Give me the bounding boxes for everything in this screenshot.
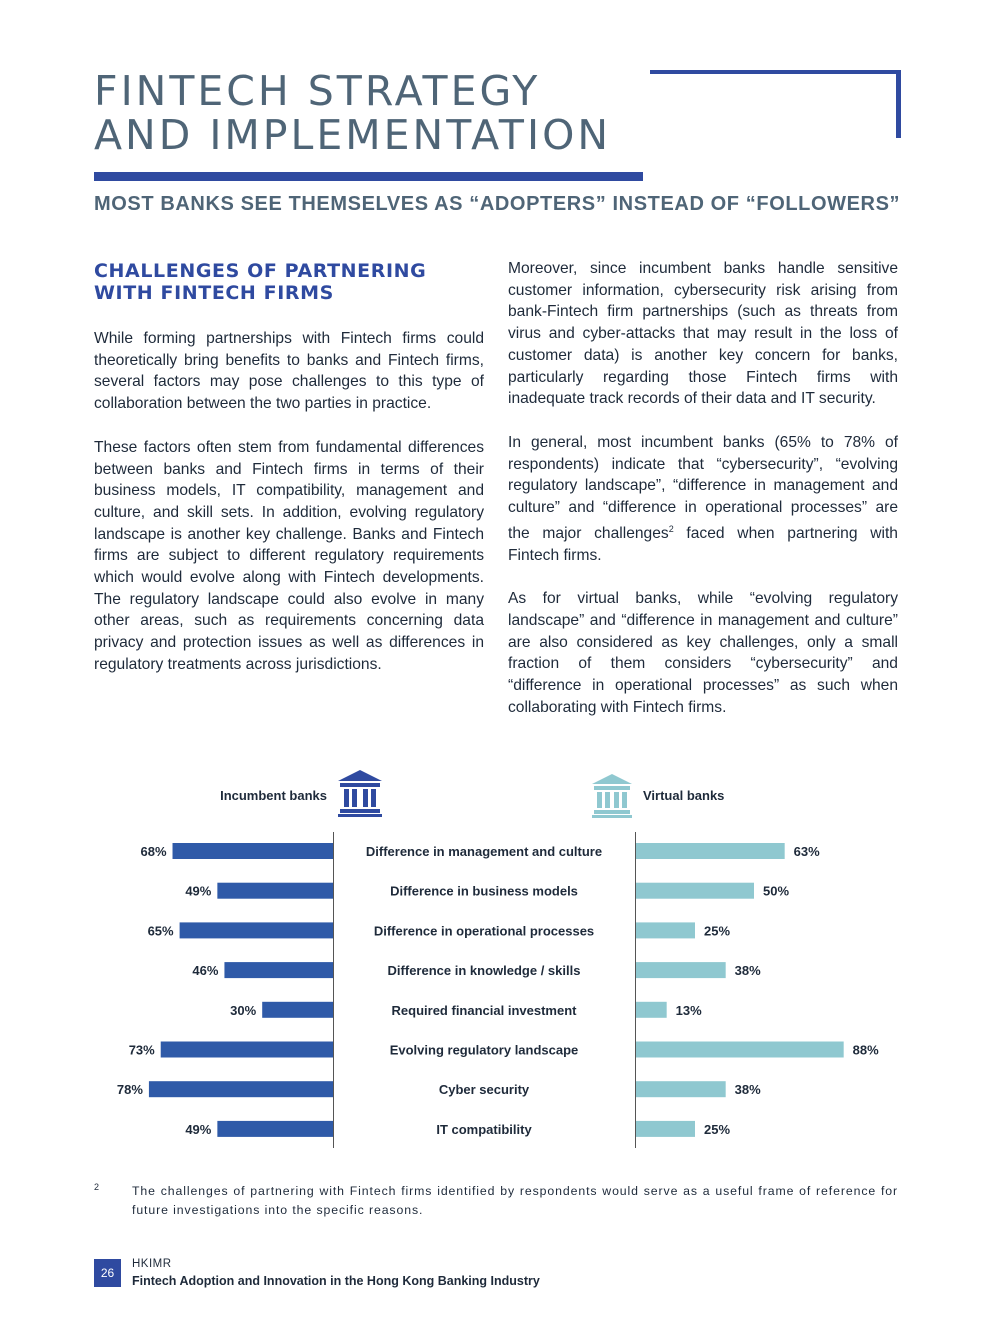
virtual-bar xyxy=(636,1042,844,1058)
challenges-butterfly-chart xyxy=(0,760,992,1160)
right-paragraph-2-end: faced when partnering with Fintech firms. xyxy=(508,524,898,564)
incumbent-value-label: 46% xyxy=(192,963,219,979)
category-label: Difference in management and culture xyxy=(365,844,603,859)
page-number: 26 xyxy=(94,1259,121,1287)
virtual-bar xyxy=(636,922,695,938)
legend-virtual-label: Virtual banks xyxy=(643,788,725,803)
category-label: Required financial investment xyxy=(391,1002,577,1018)
page-subtitle: MOST BANKS SEE THEMSELVES AS “ADOPTERS” INSTEAD OF “FOLLOWERS” xyxy=(94,193,901,215)
incumbent-value-label: 78% xyxy=(116,1082,143,1098)
virtual-bar xyxy=(636,883,754,899)
category-label: Cyber security xyxy=(438,1082,530,1098)
incumbent-bar xyxy=(180,922,333,938)
virtual-bar xyxy=(636,1002,667,1018)
corner-decoration-side xyxy=(896,70,901,138)
incumbent-value-label: 49% xyxy=(185,883,212,899)
virtual-bank-icon xyxy=(592,774,632,818)
footnote-reference: 2 xyxy=(668,523,674,534)
incumbent-bar xyxy=(217,883,333,899)
section-heading xyxy=(94,260,484,304)
right-paragraph-2 xyxy=(508,432,898,566)
right-paragraph-2-text: In general, most incumbent banks (65% to 78% of respondents) indicate that “cybersecurity”, “evolving regulatory landscape”, “difference in management and culture” and “difference in operational processes” are the major challenges xyxy=(508,433,898,542)
virtual-value-label: 25% xyxy=(704,923,731,939)
page-title-line-2: AND IMPLEMENTATION xyxy=(94,111,612,159)
title-underline xyxy=(94,172,643,181)
legend-incumbent-label: Incumbent banks xyxy=(220,788,327,803)
incumbent-bar xyxy=(224,962,333,978)
virtual-value-label: 50% xyxy=(763,883,790,899)
virtual-value-label: 13% xyxy=(675,1002,702,1018)
incumbent-value-label: 65% xyxy=(147,923,174,939)
virtual-bar xyxy=(636,962,726,978)
incumbent-value-label: 30% xyxy=(230,1002,257,1018)
incumbent-value-label: 68% xyxy=(140,844,167,859)
left-paragraph-2: These factors often stem from fundamental differences between banks and Fintech firms in terms of their business models, IT compatibility, management and culture, and skill sets. In addition, evolving regulatory landscape is another key challenge. Banks and Fintech firms are subject to different regulatory requirements which would evolve along with Fintech developments. The regulatory landscape could also evolve in many other areas, such as requirements concerning data privacy and protection issues as well as differences in regulatory treatments across jurisdictions. xyxy=(94,438,484,673)
virtual-value-label: 38% xyxy=(734,963,761,979)
category-label: Evolving regulatory landscape xyxy=(389,1042,579,1058)
incumbent-value-label: 49% xyxy=(185,1121,212,1137)
incumbent-bank-icon xyxy=(338,770,382,817)
category-label: Difference in business models xyxy=(390,883,578,899)
category-label: Difference in knowledge / skills xyxy=(387,963,581,979)
virtual-bar xyxy=(636,1121,695,1137)
section-heading-line-2: WITH FINTECH FIRMS xyxy=(94,282,334,304)
category-label: IT compatibility xyxy=(436,1121,532,1137)
footer-org: HKIMR xyxy=(132,1258,172,1270)
virtual-value-label: 25% xyxy=(704,1121,731,1137)
incumbent-bar xyxy=(262,1002,333,1018)
footer-publication-title: Fintech Adoption and Innovation in the Hong Kong Banking Industry xyxy=(132,1274,540,1288)
page-title-line-1: FINTECH STRATEGY xyxy=(94,67,541,115)
incumbent-bar xyxy=(173,843,333,859)
incumbent-bar xyxy=(161,1042,333,1058)
virtual-bar xyxy=(636,843,785,859)
section-heading-line-1: CHALLENGES OF PARTNERING xyxy=(94,260,427,282)
incumbent-bar xyxy=(217,1121,333,1137)
corner-decoration-top xyxy=(650,70,901,74)
virtual-value-label: 38% xyxy=(734,1082,761,1098)
left-paragraph-1: While forming partnerships with Fintech firms could theoretically bring benefits to banks and Fintech firms, several factors may pose challenges to this type of collaboration between the two parties in practice. xyxy=(94,330,484,413)
right-paragraph-1: Moreover, since incumbent banks handle sensitive customer information, cybersecurity risk arising from bank-Fintech firm partnerships (such as threats from virus and cyber-attacks that may result in the loss of customer data) is another key concern for banks, particularly regarding those Fintech firms with inadequate track records of their data and IT security. xyxy=(508,260,898,408)
category-label: Difference in operational processes xyxy=(373,923,595,939)
incumbent-value-label: 73% xyxy=(128,1042,155,1058)
virtual-bar xyxy=(636,1081,726,1097)
right-paragraph-3: As for virtual banks, while “evolving regulatory landscape” and “difference in management and culture” are also considered as key challenges, only a small fraction of them considers “cybersecurity” and “difference in operational processes” as such when collaborating with Fintech firms. xyxy=(508,590,898,716)
virtual-value-label: 88% xyxy=(852,1042,879,1058)
incumbent-bar xyxy=(149,1081,333,1097)
chart-bars xyxy=(117,843,879,1137)
right-column xyxy=(508,258,898,741)
left-column xyxy=(94,260,484,698)
footnote-text: The challenges of partnering with Fintech firms identified by respondents would serve as a useful frame of reference for future investigations into the specific reasons. xyxy=(132,1184,898,1217)
virtual-value-label: 63% xyxy=(793,844,820,859)
footnote-mark: 2 xyxy=(94,1182,100,1192)
